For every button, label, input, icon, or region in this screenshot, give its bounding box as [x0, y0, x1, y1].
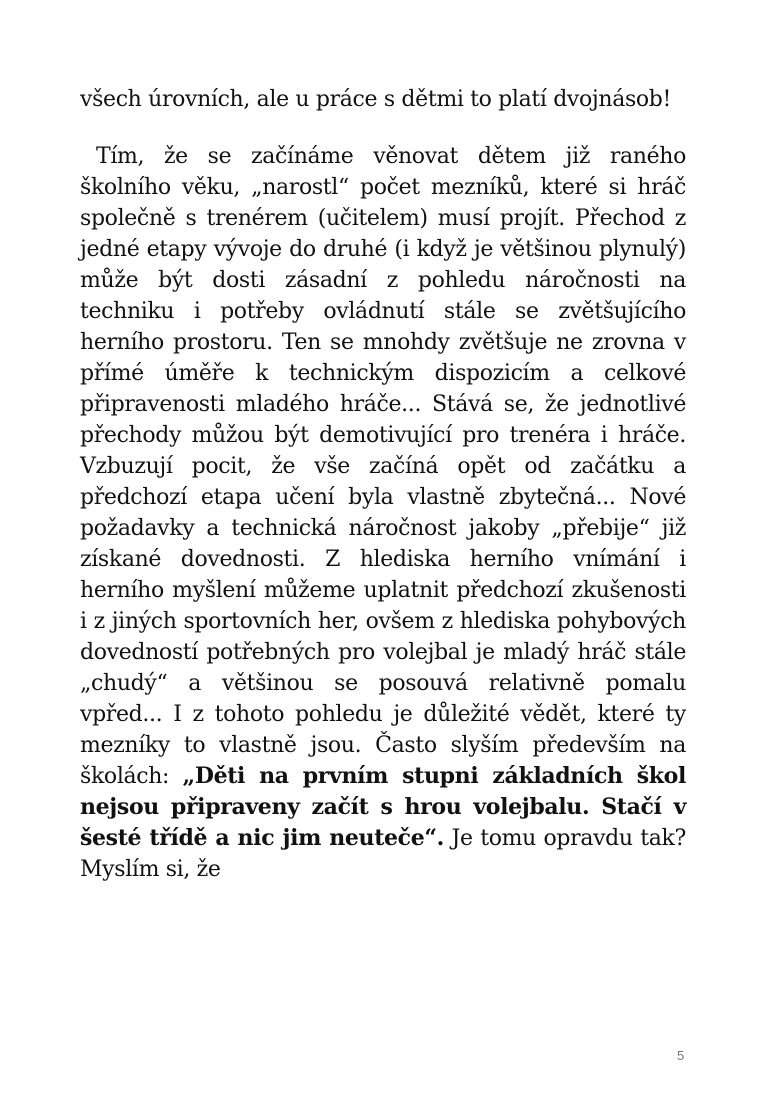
paragraph-2-text-end: Je tomu opravdu tak? Myslím si, že: [80, 826, 686, 882]
paragraph-2-bold-quote: „Děti na prvním stupni základních škol nejsou připraveny začít s hrou volejbalu. Stačí v šesté třídě a nic jim neuteče“.: [80, 763, 686, 851]
body-text: [80, 84, 686, 885]
paragraph-1: všech úrovních, ale u práce s dětmi to platí dvojnásob!: [80, 87, 672, 112]
paragraph-2-text: Tím, že se začínáme věnovat dětem již raného školního věku, „narostl“ počet mezníků, které si hráč společně s trenérem (učitelem) musí projít. Přechod z jedné etapy vývoje do druhé (i když je většinou plynulý) může být dosti zásadní z pohledu náročnosti na techniku i potřeby ovládnutí stále se zvětšujícího herního prostoru. Ten se mnohdy zvětšuje ne zrovna v přímé úměře k technickým dispozicím a celkové připravenosti mladého hráče... Stává se, že jednotlivé přechody můžou být demotivující pro trenéra i hráče. Vzbuzují pocit, že vše začíná opět od začátku a předchozí etapa učení byla vlastně zbytečná... Nové požadavky a technická náročnost jakoby „přebije“ již získané dovednosti. Z hlediska herního vnímání i herního myšlení můžeme uplatnit předchozí zkušenosti i z jiných sportovních her, ovšem z hlediska pohybových dovedností potřebných pro volejbal je mladý hráč stále „chudý“ a většinou se posouvá relativně pomalu vpřed... I z tohoto pohledu je důležité vědět, které ty mezníky to vlastně jsou. Často slyším především na školách:: [80, 144, 686, 789]
page-number: 5: [677, 1048, 685, 1063]
paragraph-2: [80, 141, 686, 885]
